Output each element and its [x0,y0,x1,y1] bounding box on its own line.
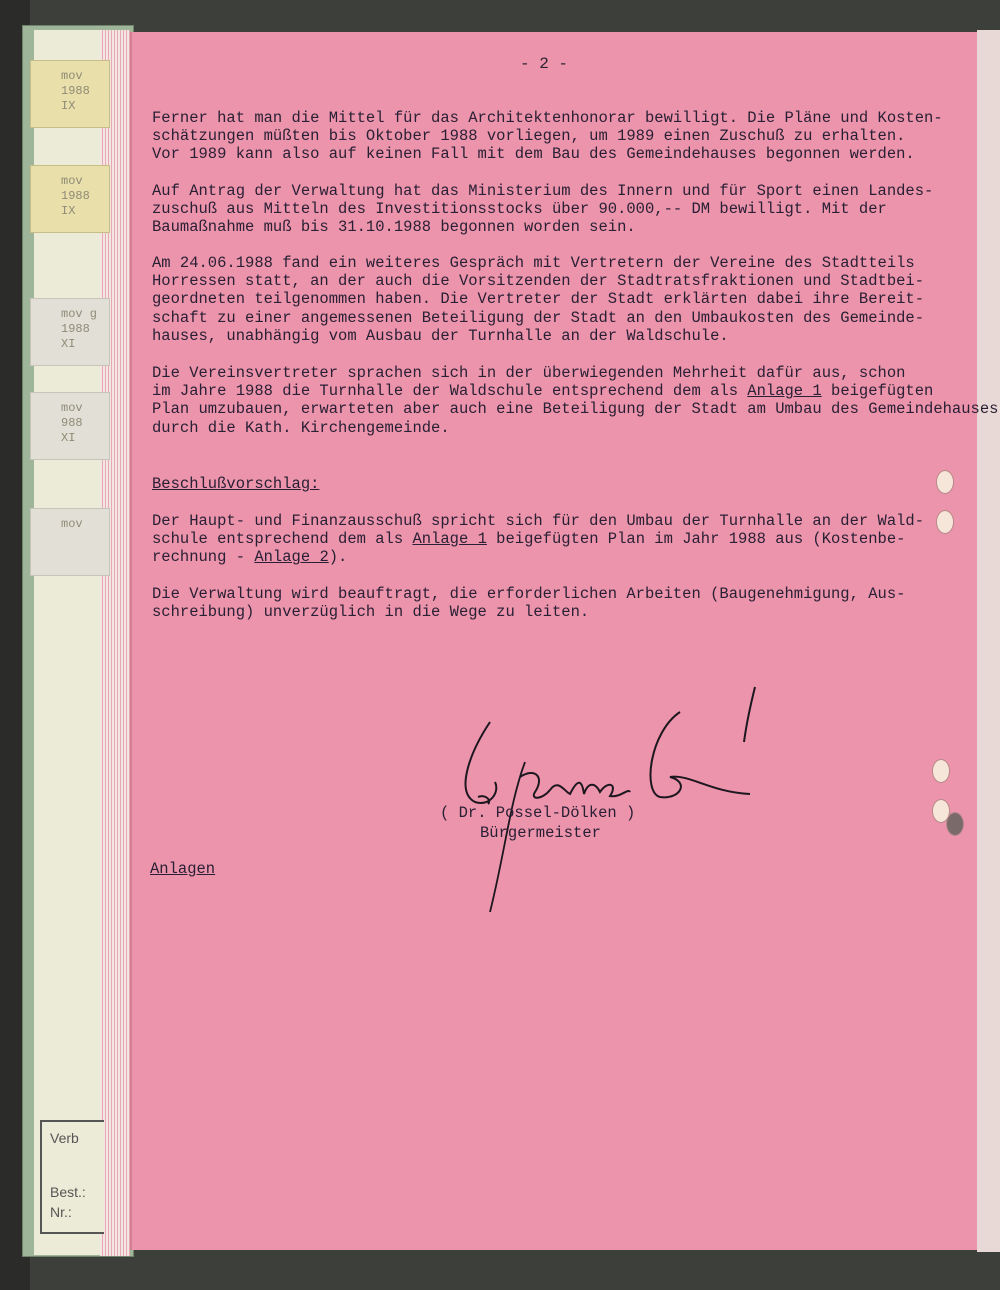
registry-stamp [40,1120,104,1234]
punch-hole-5 [946,812,964,836]
paragraph-architect-fees: Ferner hat man die Mittel für das Architektenhonorar bewilligt. Die Pläne und Kosten- schätzungen müßten bis Oktober 1988 vorliegen, um 1989 einen Zuschuß zu erhalten. Vor 1989 kann also auf keinen Fall mit dem Bau des Gemeindehauses begonnen werden. [152,109,943,164]
anlage-2-reference: Anlage 2 [254,548,329,567]
signatory-title: Bürgermeister [480,824,601,842]
anlage-1-reference-2: Anlage 1 [412,530,487,549]
document-page [130,32,999,1250]
index-tab-2[interactable]: mov 1988 IX [30,165,110,233]
page-number: - 2 - [520,55,569,73]
attachments-label: Anlagen [150,860,216,878]
paragraph-state-grant: Auf Antrag der Verwaltung hat das Ministerium des Innern und für Sport einen Landes- zuschuß aus Mitteln des Investitionsstocks über 90.000,-- DM bewilligt. Mit der Baumaßnahme muß bis 31.10.1988 begonnen worden sein. [152,182,934,237]
handwritten-signature [450,682,790,912]
paragraph-club-representatives: Die Vereinsvertreter sprachen sich in der überwiegenden Mehrheit dafür aus, schon im Jahre 1988 die Turnhalle der Waldschule entsprechend dem als Anlage 1 beigefügten Plan umzubauen, erwarteten aber auch eine Beteiligung der Stadt am Umbau des Gemeindehauses durch die Kath. Kirchengemeinde. [152,364,999,437]
anlage-1-reference: Anlage 1 [747,382,822,401]
stamp-label-best: Best.: [50,1184,86,1200]
stamp-label-nr: Nr.: [50,1204,72,1220]
paragraph-meeting: Am 24.06.1988 fand ein weiteres Gespräch mit Vertretern der Vereine des Stadtteils Horressen statt, an der auch die Vorsitzenden der Stadtratsfraktionen und Stadtbei- geordneten teilgenommen haben. Die Vertreter der Stadt erklärten dabei ihre Bereit- schaft zu einer angemessenen Beteiligung der Stadt an den Umbaukosten des Gemeinde- hauses, unabhängig vom Ausbau der Turnhalle an der Waldschule. [152,254,925,345]
signatory-name: ( Dr. Possel-Dölken ) [440,804,636,822]
stamp-label-verb: Verb [50,1130,79,1146]
paragraph-administration: Die Verwaltung wird beauftragt, die erforderlichen Arbeiten (Baugenehmigung, Aus- schreibung) unverzüglich in die Wege zu leiten. [152,585,906,622]
heading-beschlussvorschlag: Beschlußvorschlag: [152,475,320,493]
index-tab-4[interactable]: mov 988 XI [30,392,110,460]
punch-hole-3 [932,759,950,783]
index-tab-5[interactable]: mov [30,508,110,576]
index-tab-3[interactable]: mov g 1988 XI [30,298,110,366]
punch-hole-2 [936,510,954,534]
underlying-page [977,30,1000,1252]
punch-hole-1 [936,470,954,494]
index-tab-1[interactable]: mov 1988 IX [30,60,110,128]
paragraph-resolution: Der Haupt- und Finanzausschuß spricht sich für den Umbau der Turnhalle an der Wald- schule entsprechend dem als Anlage 1 beigefügten Plan im Jahr 1988 aus (Kostenbe- rechnung - Anlage 2). [152,512,925,567]
